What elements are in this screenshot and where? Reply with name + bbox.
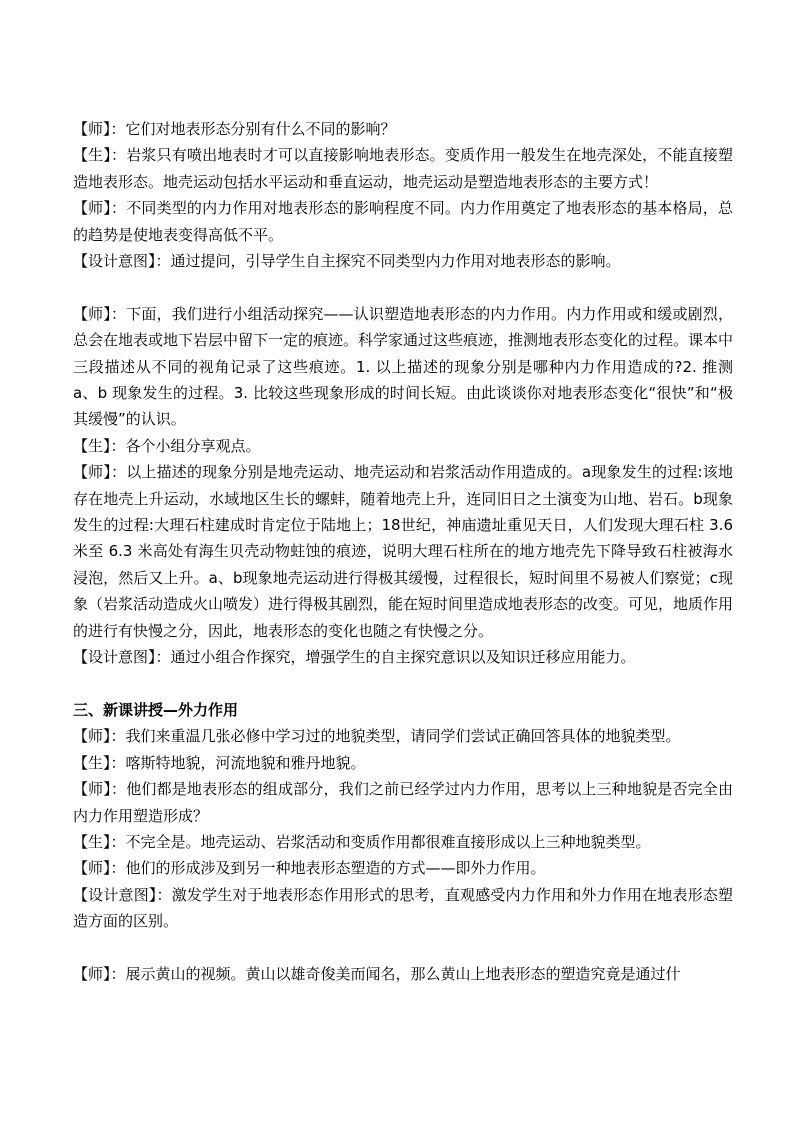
paragraph-text: 通过小组合作探究，增强学生的自主探究意识以及知识迁移应用能力。 [170, 648, 636, 667]
dialogue-paragraph [73, 142, 733, 195]
dialogue-paragraph [73, 855, 733, 881]
speaker-separator: ： [110, 436, 126, 455]
speaker-label: 【师】 [73, 727, 111, 746]
dialogue-paragraph [73, 248, 733, 274]
dialogue-paragraph [73, 723, 733, 749]
paragraph-text: 激发学生对于地表形态作用形式的思考，直观感受内力作用和外力作用在地表形态塑造方面的区别。 [73, 885, 733, 931]
paragraph-text: 岩浆只有喷出地表时才可以直接影响地表形态。变质作用一般发生在地壳深处，不能直接塑造地表形态。地壳运动包括水平运动和垂直运动，地壳运动是塑造地表形态的主要方式！ [73, 146, 733, 191]
dialogue-paragraph [73, 961, 733, 987]
paragraph-text: 它们对地表形态分别有什么不同的影响？ [125, 120, 396, 138]
speaker-label: 【师】 [73, 120, 111, 138]
speaker-label: 【师】 [73, 463, 112, 482]
paragraph-text: 我们来重温几张必修中学习过的地貌类型，请同学们尝试正确回答具体的地貌类型。 [125, 727, 681, 746]
speaker-label: 【师】 [73, 859, 111, 878]
paragraph-text: 不完全是。地壳运动、岩浆活动和变质作用都很难直接形成以上三种地貌类型。 [125, 832, 651, 851]
blank-line [73, 671, 733, 697]
dialogue-paragraph [73, 116, 733, 142]
blank-line [73, 274, 733, 300]
dialogue-paragraph [73, 776, 733, 829]
speaker-separator: ： [111, 780, 127, 799]
speaker-label: 【设计意图】 [73, 885, 157, 904]
dialogue-paragraph [73, 195, 733, 248]
speaker-label: 【师】 [73, 304, 112, 323]
speaker-label: 【生】 [73, 832, 111, 851]
speaker-separator: ： [110, 832, 126, 851]
dialogue-paragraph [73, 433, 733, 459]
document-page [73, 116, 733, 987]
speaker-separator: ： [155, 252, 171, 271]
speaker-separator: ： [110, 120, 126, 138]
section-heading: 三、新课讲授—外力作用 [73, 700, 239, 719]
speaker-label: 【设计意图】 [73, 252, 156, 271]
paragraph-text: 他们都是地表形态的组成部分，我们之前已经学过内力作用，思考以上三种地貌是否完全由内力作用塑造形成？ [73, 780, 733, 825]
speaker-label: 【生】 [73, 753, 111, 772]
speaker-separator: ： [111, 304, 127, 323]
paragraph-text: 喀斯特地貌，河流地貌和雅丹地貌。 [125, 753, 366, 772]
dialogue-paragraph [73, 882, 733, 935]
speaker-separator: ： [155, 648, 171, 667]
dialogue-paragraph [73, 301, 733, 433]
paragraph-text: 各个小组分享观点。 [125, 436, 261, 455]
paragraph-text: 以上描述的现象分别是地壳运动、地壳运动和岩浆活动作用造成的。a现象发生的过程:该地存在地壳上升运动，水域地区生长的螺蚌，随着地壳上升，连同旧日之土演变为山地、岩石。b现象发生的过程:大理石柱建成时肯定位于陆地上；18世纪，神庙遗址重见天日，人们发现大理石柱 3.6 米至 6.3 米高处有海生贝壳动物蛀蚀的痕迹，说明大理石柱所在的地方地壳先下降导致石柱被海水浸泡，然后又上升。a、b现象地壳运动进行得极其缓慢，过程很长，短时间里不易被人们察觉；c现象（岩浆活动造成火山喷发）进行得极其剧烈，能在短时间里造成地表形态的改变。可见，地质作用的进行有快慢之分，因此，地表形态的变化也随之有快慢之分。 [73, 463, 734, 640]
blank-line [73, 935, 733, 961]
speaker-separator: ： [156, 885, 172, 904]
speaker-label: 【师】 [73, 199, 112, 218]
paragraph-text: 他们的形成涉及到另一种地表形态塑造的方式——即外力作用。 [125, 859, 546, 878]
speaker-separator: ： [111, 463, 127, 482]
dialogue-paragraph [73, 750, 733, 776]
speaker-separator: ： [110, 859, 126, 878]
speaker-label: 【生】 [73, 436, 111, 455]
dialogue-paragraph [73, 644, 733, 670]
paragraph-text: 下面，我们进行小组活动探究——认识塑造地表形态的内力作用。内力作用或和缓或剧烈，总会在地表或地下岩层中留下一定的痕迹。科学家通过这些痕迹，推测地表形态变化的过程。课本中三段描述从不同的视角记录了这些痕迹。1. 以上描述的现象分别是哪种内力作用造成的?2. 推测 a、b 现象发生的过程。3. 比较这些现象形成的时间长短。由此谈谈你对地表形态变化“很快”和“极其缓慢”的认识。 [73, 304, 734, 429]
speaker-separator: ： [111, 199, 127, 218]
paragraph-text: 不同类型的内力作用对地表形态的影响程度不同。内力作用奠定了地表形态的基本格局，总的趋势是使地表变得高低不平。 [73, 199, 733, 244]
speaker-label: 【设计意图】 [73, 648, 156, 667]
speaker-label: 【师】 [73, 964, 111, 983]
dialogue-paragraph [73, 459, 733, 644]
speaker-separator: ： [110, 727, 126, 746]
speaker-label: 【生】 [73, 146, 112, 165]
paragraph-text: 通过提问，引导学生自主探究不同类型内力作用对地表形态的影响。 [170, 252, 621, 271]
speaker-label: 【师】 [73, 780, 112, 799]
speaker-separator: ： [110, 753, 126, 772]
speaker-separator: ： [111, 146, 127, 165]
paragraph-text: 展示黄山的视频。黄山以雄奇俊美而闻名，那么黄山上地表形态的塑造究竟是通过什 [125, 964, 681, 983]
speaker-separator: ： [110, 964, 126, 983]
dialogue-paragraph [73, 829, 733, 855]
